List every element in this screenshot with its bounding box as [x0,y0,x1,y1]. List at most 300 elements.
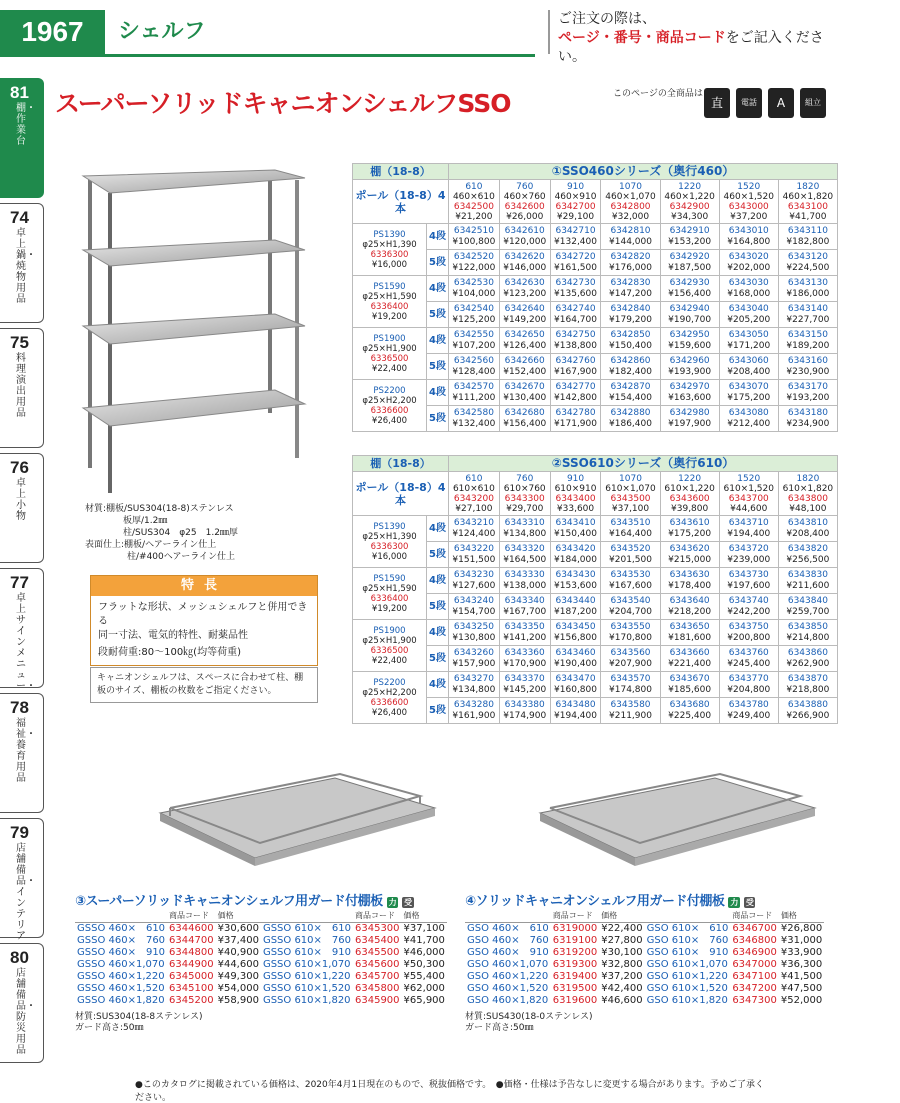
set-code: 6342650 [504,329,545,340]
set-price: ¥182,400 [609,366,652,377]
width: 760 [516,473,534,484]
shelf-price: ¥29,100 [556,211,595,222]
tray2-table [465,910,824,1007]
set-price-cell [601,224,660,250]
set-code: 6343410 [555,517,596,528]
model-name: GSSO 610× 910 [262,947,351,958]
set-code: 6343170 [787,381,828,392]
set-code: 6343020 [728,251,769,262]
product-code: 6319500 [552,983,598,994]
width: 910 [566,181,585,192]
material-line: 柱/SUS304 φ25 1.2㎜厚 [123,528,238,538]
tray1-title-text: ③スーパーソリッドキャニオンシェルフ用ガード付棚板 [75,894,383,909]
set-price: ¥160,800 [554,684,597,695]
price: ¥44,600 [217,959,259,970]
set-price-cell [499,406,550,432]
tray-row [465,935,824,947]
set-price-cell [719,542,778,568]
shelf-code: 6343500 [610,493,651,504]
shelf-label: 棚（18-8） [353,164,449,180]
shelf-size-cell [778,180,837,224]
set-price-cell [660,594,719,620]
set-price-cell [449,516,500,542]
shelf-code: 6343300 [504,493,545,504]
set-price-cell [550,354,601,380]
set-price-cell [719,302,778,328]
set-price: ¥204,800 [727,684,771,695]
size: 460×1,220 [664,191,715,202]
set-price-cell [778,698,837,724]
model-name: GSSO 460× 760 [77,935,166,946]
set-price-cell [550,302,601,328]
set-price: ¥225,400 [668,710,712,721]
pole-price: ¥19,200 [371,603,408,614]
price: ¥49,300 [217,971,259,982]
set-price: ¥184,000 [554,554,597,565]
pole-model: PS1590 [373,281,406,292]
set-price: ¥194,400 [727,528,771,539]
price: ¥65,900 [403,995,445,1006]
set-code: 6342620 [504,251,545,262]
model-name: GSO 460×1,520 [467,983,549,994]
set-price: ¥171,200 [727,340,771,351]
set-price: ¥123,200 [503,288,547,299]
price: ¥36,300 [780,959,823,970]
set-price-cell [550,328,601,354]
pole-cell [353,276,427,328]
set-price-cell [601,354,660,380]
product-code: 6345100 [169,983,214,994]
model-name: GSSO 610× 760 [262,935,351,946]
tray-row [75,923,447,936]
tray-row [75,971,447,983]
set-price-cell [550,250,601,276]
set-price-cell [449,328,500,354]
pole-price: ¥26,400 [371,707,408,718]
sidebar-tab-75[interactable] [0,328,44,448]
set-code: 6342840 [610,303,651,314]
set-code: 6343460 [555,647,596,658]
set-price-cell [449,380,500,406]
set-price-cell [550,224,601,250]
set-price: ¥256,500 [786,554,830,565]
set-price-cell [499,542,550,568]
set-price: ¥182,800 [786,236,830,247]
set-price-cell [601,380,660,406]
price-row [353,276,838,302]
set-code: 6343230 [453,569,494,580]
set-code: 6343520 [610,543,651,554]
price-row [353,328,838,354]
set-price: ¥134,800 [452,684,496,695]
pole-code: 6336300 [370,541,409,552]
set-code: 6343210 [453,517,494,528]
set-price: ¥218,800 [786,684,830,695]
set-price: ¥211,900 [609,710,652,721]
set-price: ¥242,200 [727,606,771,617]
product-code: 6344900 [169,959,214,970]
price: ¥46,000 [403,947,445,958]
set-code: 6343720 [728,543,769,554]
shelf-size-cell [660,180,719,224]
pole-cell [353,380,427,432]
set-code: 6343150 [787,329,828,340]
shelf-size-cell [550,472,601,516]
model-name: GSSO 460×1,070 [77,959,165,970]
set-code: 6343880 [787,699,828,710]
set-price: ¥234,900 [786,418,830,429]
set-price: ¥262,900 [786,658,830,669]
set-price-cell [499,620,550,646]
set-price-cell [660,328,719,354]
set-code: 6343340 [504,595,545,606]
set-code: 6343740 [728,595,769,606]
set-price-cell [499,594,550,620]
set-price-cell [499,646,550,672]
pole-cell [353,568,427,620]
product-code: 6319400 [552,971,598,982]
tab-label: 卓上サインメニュー・ [16,593,36,692]
set-price: ¥168,000 [727,288,771,299]
pole-code: 6336600 [370,697,409,708]
product-code: 6345200 [169,995,214,1006]
set-price-cell [601,406,660,432]
pole-model: PS1590 [373,573,406,584]
shelf-size-cell [499,472,550,516]
product-code: 6344800 [169,947,214,958]
sidebar-tab-78[interactable] [0,693,44,813]
set-code: 6343350 [504,621,545,632]
set-code: 6343850 [787,621,828,632]
guard-tray-illustration-1 [155,768,440,868]
pole-code: 6336500 [370,353,409,364]
set-price: ¥193,200 [786,392,830,403]
tier-count: 5段 [427,302,449,328]
set-price-cell [778,542,837,568]
set-code: 6342540 [453,303,494,314]
set-price: ¥214,800 [786,632,830,643]
model-name: GSSO 460× 910 [77,947,166,958]
width: 610 [465,473,483,484]
set-price-cell [660,620,719,646]
set-price: ¥164,800 [727,236,771,247]
pole-code: 6336500 [370,645,409,656]
pole-size: φ25×H2,200 [362,687,417,698]
set-price-cell [499,250,550,276]
width: 1820 [796,473,820,484]
set-price-cell [719,620,778,646]
set-price-cell [719,698,778,724]
set-price-cell [449,646,500,672]
model-name: GSO 610× 910 [646,947,729,958]
sidebar-tab-74[interactable] [0,203,44,323]
set-price: ¥189,200 [786,340,830,351]
model-name: GSSO 610×1,520 [262,983,351,994]
price-row [353,224,838,250]
price: ¥37,400 [217,935,259,946]
set-code: 6343560 [610,647,651,658]
set-code: 6343440 [555,595,596,606]
tray-row [465,995,824,1007]
shelf-price: ¥41,700 [789,211,827,222]
pole-cell [353,620,427,672]
set-code: 6343630 [669,569,710,580]
column-header: 価格 [599,910,644,923]
set-price: ¥111,200 [452,392,496,403]
set-price-cell [778,516,837,542]
model-name: GSO 460×1,220 [467,971,549,982]
set-price-cell [449,276,500,302]
set-price: ¥208,400 [786,528,830,539]
product-code: 6347200 [732,983,777,994]
set-price-cell [660,354,719,380]
pole-size: φ25×H1,390 [362,531,417,542]
set-price-cell [550,380,601,406]
product-code: 6347300 [732,995,777,1006]
set-code: 6342610 [504,225,545,236]
set-price: ¥218,200 [668,606,712,617]
product-code: 6347000 [732,959,777,970]
price: ¥50,300 [403,959,445,970]
set-price: ¥134,800 [503,528,547,539]
shelf-code: 6343200 [453,493,494,504]
tier-count: 4段 [427,276,449,302]
size: 610×760 [503,483,546,494]
set-code: 6343270 [453,673,494,684]
set-price-cell [449,594,500,620]
price: ¥46,600 [601,995,643,1006]
set-code: 6342870 [610,381,651,392]
model-name: GSSO 610×1,220 [262,971,351,982]
set-price: ¥211,600 [786,580,830,591]
sidebar-tab-81[interactable] [0,78,44,198]
set-price: ¥164,400 [609,528,652,539]
notice-rest: をご記入ください。 [558,30,824,65]
set-price-cell [499,354,550,380]
set-code: 6342640 [504,303,545,314]
tab-label: 料理演出用品 [16,353,26,419]
width: 760 [516,181,534,192]
model-name: GSSO 610×1,070 [262,959,351,970]
price: ¥31,000 [780,935,823,946]
shelf-code: 6343100 [787,201,828,212]
set-price: ¥104,000 [452,288,496,299]
column-header: 商品コード [167,910,216,923]
set-code: 6343660 [669,647,710,658]
tab-number: 74 [10,208,29,227]
model-name: GSO 460× 910 [467,947,549,958]
model-name: GSSO 610× 610 [262,923,351,934]
set-code: 6342670 [504,381,545,392]
set-price-cell [449,406,500,432]
tier-count: 4段 [427,672,449,698]
set-code: 6343750 [728,621,769,632]
sale-badge-icon: 力 [388,898,397,907]
set-code: 6343760 [728,647,769,658]
shelf-price: ¥34,300 [671,211,709,222]
tab-number: 81 [10,83,29,102]
set-price-cell [550,646,601,672]
set-price: ¥163,600 [668,392,712,403]
set-code: 6342710 [555,225,596,236]
set-price: ¥190,400 [554,658,597,669]
set-price-cell [550,672,601,698]
set-price-cell [550,406,601,432]
set-code: 6342580 [453,407,494,418]
set-price: ¥150,400 [609,340,652,351]
series-title: ①SSO460シリーズ（奥行460） [449,164,838,180]
tier-count: 4段 [427,224,449,250]
set-price: ¥107,200 [452,340,496,351]
set-price: ¥245,400 [727,658,771,669]
set-code: 6343450 [555,621,596,632]
set-price: ¥181,600 [668,632,712,643]
set-code: 6343360 [504,647,545,658]
set-code: 6342680 [504,407,545,418]
pole-model: PS1390 [373,521,406,532]
set-price-cell [550,276,601,302]
tier-count: 5段 [427,354,449,380]
price: ¥52,000 [780,995,823,1006]
set-code: 6343610 [669,517,710,528]
set-code: 6343040 [728,303,769,314]
tray-row [75,983,447,995]
feature-line: フラットな形状、メッシュシェルフと併用できる [98,602,308,627]
set-price-cell [449,224,500,250]
product-code: 6345500 [355,947,400,958]
tray-row [465,923,824,936]
model-name: GSO 610× 610 [646,923,729,934]
set-price-cell [778,594,837,620]
pole-price: ¥16,000 [371,551,408,562]
phone-icon: 電話 [736,88,762,118]
set-code: 6343420 [555,543,596,554]
set-code: 6343840 [787,595,828,606]
pole-price: ¥22,400 [371,363,408,374]
pole-code: 6336400 [370,593,409,604]
set-price: ¥132,400 [554,236,597,247]
set-price: ¥205,200 [727,314,771,325]
product-code: 6345600 [355,959,400,970]
size: 610×910 [554,483,597,494]
tier-count: 4段 [427,516,449,542]
set-price: ¥176,000 [609,262,652,273]
set-price: ¥156,400 [503,418,547,429]
product-code: 6345300 [355,923,400,934]
set-price-cell [550,698,601,724]
set-code: 6343650 [669,621,710,632]
set-price: ¥142,800 [554,392,597,403]
set-code: 6342820 [610,251,651,262]
set-price: ¥167,900 [554,366,597,377]
column-header: 商品コード [730,910,779,923]
shelf-code: 6342500 [453,201,494,212]
set-code: 6342630 [504,277,545,288]
sidebar-tab-77[interactable] [0,568,44,692]
material-line: 板厚/1.2㎜ [123,516,168,526]
shelf-size-cell [719,180,778,224]
set-price-cell [660,250,719,276]
set-price: ¥138,000 [503,580,547,591]
set-price: ¥141,200 [503,632,547,643]
set-code: 6343620 [669,543,710,554]
tray2-title [465,890,755,909]
model-name: GSSO 460×1,220 [77,971,165,982]
set-price: ¥125,200 [452,314,496,325]
sidebar-tab-80[interactable] [0,943,44,1063]
set-price: ¥122,000 [452,262,496,273]
model-name: GSO 460×1,820 [467,995,549,1006]
set-price-cell [778,328,837,354]
set-price-cell [449,620,500,646]
shelf-price: ¥33,600 [556,503,595,514]
set-price: ¥147,200 [609,288,652,299]
set-price-cell [719,406,778,432]
set-price-cell [499,516,550,542]
set-price-cell [719,672,778,698]
set-code: 6343570 [610,673,651,684]
set-price-cell [499,672,550,698]
set-code: 6342830 [610,277,651,288]
price: ¥41,700 [403,935,445,946]
set-price-cell [601,328,660,354]
set-price-cell [601,568,660,594]
tray-row [465,947,824,959]
pole-label: ポール（18-8）4本 [353,472,449,516]
column-header-blank [645,910,731,923]
set-price-cell [601,250,660,276]
set-price: ¥259,700 [786,606,830,617]
tier-count: 4段 [427,380,449,406]
product-code: 6345700 [355,971,400,982]
set-code: 6342880 [610,407,651,418]
set-code: 6342980 [669,407,710,418]
set-price-cell [449,698,500,724]
set-price: ¥149,200 [503,314,547,325]
set-code: 6343540 [610,595,651,606]
model-name: GSO 460×1,070 [467,959,549,970]
width: 1070 [619,473,642,484]
set-code: 6342570 [453,381,494,392]
set-code: 6342860 [610,355,651,366]
set-price-cell [601,542,660,568]
set-code: 6343070 [728,381,769,392]
set-price-cell [719,224,778,250]
shelf-label: 棚（18-8） [353,456,449,472]
price: ¥30,100 [601,947,643,958]
set-price-cell [719,568,778,594]
set-code: 6343830 [787,569,828,580]
set-price-cell [778,620,837,646]
tray-row [75,935,447,947]
material-line: 表面仕上:棚板/ヘアーライン仕上 [85,540,217,550]
direct-ship-icon: 直 [704,88,730,118]
shelf-size-cell [660,472,719,516]
column-header: 価格 [402,910,447,923]
price: ¥58,900 [217,995,259,1006]
tier-count: 5段 [427,406,449,432]
set-code: 6342920 [669,251,710,262]
sidebar-tab-76[interactable] [0,453,44,563]
tab-number: 79 [10,823,29,842]
model-name: GSSO 460×1,520 [77,983,165,994]
sidebar-tab-79[interactable] [0,818,44,942]
price-row [353,568,838,594]
set-price: ¥124,400 [452,528,496,539]
set-price: ¥156,400 [668,288,712,299]
all-items-label: このページの全商品は [613,89,703,99]
column-header: 商品コード [551,910,600,923]
